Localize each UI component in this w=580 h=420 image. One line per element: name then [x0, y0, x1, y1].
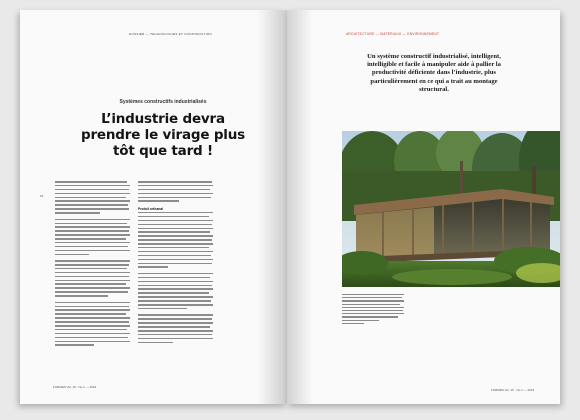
text-line: [138, 326, 210, 328]
text-line: [55, 181, 127, 183]
text-line: [138, 308, 187, 310]
text-line: [55, 234, 130, 236]
right-page: [287, 10, 560, 404]
text-line: [138, 259, 213, 261]
caption-line: [342, 307, 404, 308]
text-line: [55, 325, 130, 327]
page-number-left: 16: [40, 194, 44, 198]
gutter-shadow-right: [287, 10, 313, 404]
text-line: [55, 246, 128, 248]
text-line: [138, 281, 213, 283]
text-line: [138, 216, 209, 218]
article-headline: L’industrie devra prendre le virage plus tôt que tard !: [80, 111, 245, 159]
text-line: [55, 291, 128, 293]
text-line: [138, 277, 210, 279]
text-line: [55, 250, 130, 252]
text-line: [55, 238, 126, 240]
text-line: [138, 263, 212, 265]
text-line: [55, 193, 130, 195]
right-page-footer: FORMES Vol. 15 · No 1 — 2019: [491, 388, 535, 392]
caption-line: [342, 294, 404, 295]
text-line: [55, 254, 89, 256]
text-line: [138, 200, 179, 202]
text-line: [55, 185, 130, 187]
text-line: [138, 288, 213, 290]
text-line: [138, 247, 209, 249]
text-line: [138, 243, 213, 245]
text-line: [55, 260, 130, 262]
text-line: [55, 212, 100, 214]
magazine-spread: [20, 10, 560, 404]
caption-line: [342, 297, 402, 298]
caption-line: [342, 310, 403, 311]
text-line: [55, 283, 126, 285]
text-line: [138, 197, 211, 199]
text-line: [55, 219, 130, 221]
text-line: [55, 329, 127, 331]
left-section-header: DOSSIER — TECHNOLOGIES ET CONSTRUCTION: [129, 32, 212, 36]
text-line: [138, 296, 213, 298]
text-line: [138, 181, 212, 183]
caption-line: [342, 316, 398, 317]
text-line: [55, 226, 130, 228]
text-line: [138, 193, 213, 195]
caption-line: [342, 320, 379, 321]
caption-line: [342, 313, 404, 314]
article-deck: Un système constructif industrialisé, intelligent, intelligible et facile à manipuler aide à pallier la productivité déficiente dans l’industrie, plus particulièrement en ce qui a trait au montage structural.: [367, 53, 501, 93]
body-column-2: [138, 181, 213, 346]
article-kicker: Systèmes constructifs industrialisés: [119, 99, 207, 105]
gutter-shadow-left: [257, 10, 287, 404]
text-line: [55, 280, 130, 282]
house-photo: [342, 131, 560, 287]
text-line: [138, 220, 213, 222]
right-section-header: ARCHITECTURE — MATÉRIAUX — ENVIRONNEMENT: [346, 32, 440, 36]
text-line: [55, 197, 126, 199]
text-line: [138, 285, 212, 287]
text-line: [55, 204, 128, 206]
text-line: [55, 276, 129, 278]
text-line: [138, 292, 209, 294]
text-line: [55, 295, 108, 297]
left-page: [20, 10, 287, 404]
text-line: [138, 318, 212, 320]
text-line: [138, 322, 213, 324]
body-subheading: Produit artisanal: [138, 206, 164, 211]
text-line: [55, 306, 129, 308]
text-line: [138, 189, 210, 191]
text-line: [138, 255, 211, 257]
text-line: [138, 330, 213, 332]
text-line: [55, 264, 129, 266]
body-column-1: [55, 181, 130, 348]
text-line: [55, 341, 130, 343]
text-line: [138, 224, 212, 226]
text-line: [55, 344, 94, 346]
text-line: [138, 228, 213, 230]
text-line: [55, 223, 127, 225]
text-line: [55, 313, 126, 315]
text-line: [55, 189, 129, 191]
text-line: [138, 273, 213, 275]
text-line: [138, 212, 213, 214]
text-line: [138, 304, 213, 306]
photo-image-icon: [342, 131, 560, 287]
text-line: [55, 337, 128, 339]
text-line: [138, 251, 213, 253]
text-line: [138, 338, 213, 340]
text-line: [55, 230, 129, 232]
text-line: [138, 266, 168, 268]
text-line: [55, 287, 130, 289]
text-line: [138, 314, 213, 316]
text-line: [55, 333, 130, 335]
text-line: [138, 239, 212, 241]
text-line: [138, 231, 210, 233]
text-line: [55, 309, 130, 311]
text-line: [55, 268, 127, 270]
text-line: [138, 185, 213, 187]
text-line: [138, 300, 211, 302]
caption-line: [342, 304, 400, 305]
left-page-footer: FORMES Vol. 15 · No 1 — 2019: [53, 385, 97, 389]
text-line: [55, 302, 130, 304]
text-line: [55, 317, 130, 319]
text-line: [55, 200, 130, 202]
text-line: [55, 272, 130, 274]
photo-caption: [342, 294, 404, 326]
caption-line: [342, 323, 364, 324]
text-line: [55, 242, 130, 244]
text-line: [55, 208, 129, 210]
text-line: [55, 321, 129, 323]
text-line: [138, 334, 212, 336]
caption-line: [342, 300, 404, 301]
text-line: [138, 235, 213, 237]
text-line: [138, 342, 173, 344]
